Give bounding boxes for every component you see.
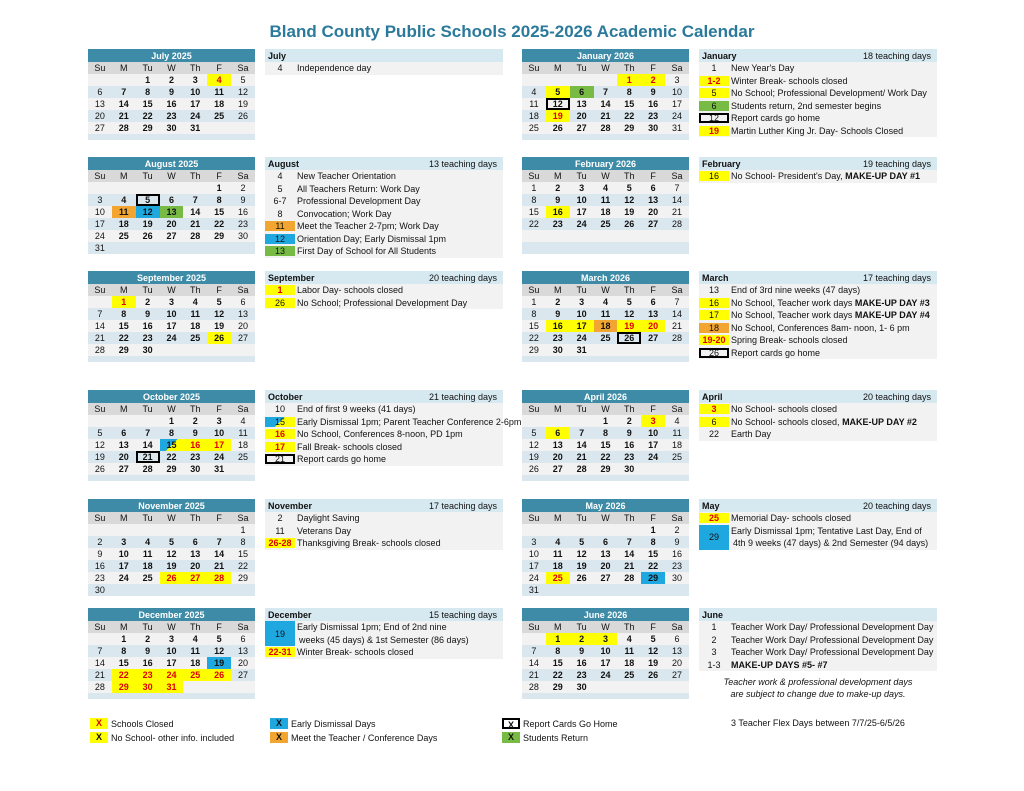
calendar-may-2026: May 2026 Su M Tu W Th F Sa 1 2 3 4 5 6 7 8 9 10 11 12 13 14 15 16 17 18 19 20 21 22 23 24 25 26 27 28 29 30 31 [522,499,689,596]
events-month-label: August [268,158,299,169]
dow: Th [183,62,207,74]
legend-no-school: X No School- other info. included [90,732,234,743]
calendar-september-2025: September 2025 Su M Tu W Th F Sa 1 2 3 4 5 6 7 8 9 10 11 12 13 14 15 16 17 18 19 20 21 22 23 24 25 26 27 28 29 30 [88,271,255,362]
legend-report-cards: X Report Cards Go Home [502,718,618,729]
dow: M [112,62,136,74]
calendar-april-2026: April 2026 Su M Tu W Th F Sa 1 2 3 4 5 6 7 8 9 10 11 12 13 14 15 16 17 18 19 20 21 22 23 24 25 26 27 28 29 30 [522,390,689,481]
month-title: January 2026 [522,49,689,62]
page-title: Bland County Public Schools 2025-2026 Academic Calendar [269,22,755,41]
events-april: April 20 teaching days 3 No School- schools closed 6 No School- schools closed, MAKE-UP DAY #2 22 Earth Day [699,390,937,441]
month-title: April 2026 [522,390,689,403]
events-july: July 4 Independence day [265,49,503,75]
dow: Su [88,62,112,74]
legend-early-dismissal: X Early Dismissal Days [270,718,376,729]
events-december: December 15 teaching days 19 Early Dismissal 1pm; End of 2nd nine weeks (45 days) & 1st Semester (86 days) 22-31 Winter Break- schools closed [265,608,503,659]
calendar-january-2026: January 2026 Su M Tu W Th F Sa 1 2 3 4 5 6 7 8 9 10 11 12 13 14 15 16 17 18 19 20 21 22 23 24 25 26 27 28 29 30 31 [522,49,689,140]
events-month-label: July [268,50,287,61]
flex-days-note: 3 Teacher Flex Days between 7/7/25-6/5/26 [731,718,905,728]
month-title: August 2025 [88,157,255,170]
calendar-march-2026: March 2026 Su M Tu W Th F Sa 1 2 3 4 5 6 7 8 9 10 11 12 13 14 15 16 17 18 19 20 21 22 23 24 25 26 27 28 29 30 31 [522,271,689,362]
dow: Tu [136,62,160,74]
events-october: October 21 teaching days 10 End of first 9 weeks (41 days) 15 Early Dismissal 1pm; Parent Teacher Conference 2-6pm 16 No School, Conferences 8-noon, PD 1pm 17 Fall Break- schools closed 21 Report cards go home [265,390,503,466]
teaching-days-count: 13 teaching days [428,158,497,169]
events-may: May 20 teaching days 25 Memorial Day- schools closed 29 Early Dismissal 1pm; Tentative Last Day, End of 4th 9 weeks (47 days) & 2nd Semester (94 days) [699,499,937,550]
calendar-june-2026: June 2026 Su M Tu W Th F Sa 1 2 3 4 5 6 7 8 9 10 11 12 13 14 15 16 17 18 19 20 21 22 23 24 25 26 27 28 29 30 [522,608,689,699]
dow: F [207,62,231,74]
month-title: July 2025 [88,49,255,62]
month-title: September 2025 [88,271,255,284]
dow: Sa [231,62,255,74]
month-title: December 2025 [88,608,255,621]
legend-meet-teacher: X Meet the Teacher / Conference Days [270,732,437,743]
calendar-february-2026: February 2026 Su M Tu W Th F Sa 1 2 3 4 5 6 7 8 9 10 11 12 13 14 15 16 17 18 19 20 21 22 23 24 25 26 27 28 [522,157,689,254]
events-november: November 17 teaching days 2 Daylight Saving 11 Veterans Day 26-28 Thanksgiving Break- schools closed [265,499,503,550]
month-title: May 2026 [522,499,689,512]
events-march: March 17 teaching days 13 End of 3rd nine weeks (47 days) 16 No School, Teacher work days MAKE-UP DAY #3 17 No School, Teacher work days MAKE-UP DAY #4 18 No School, Conferences 8am- noon, 1- 6 pm 19-20 Spring Break- schools closed 26 Report cards go home [699,271,937,359]
month-title: June 2026 [522,608,689,621]
june-note: are subject to change due to make-up days. [699,689,937,701]
calendar-december-2025: December 2025 Su M Tu W Th F Sa 1 2 3 4 5 6 7 8 9 10 11 12 13 14 15 16 17 18 19 20 21 22 23 24 25 26 27 28 29 30 31 [88,608,255,699]
events-february: February 19 teaching days 16 No School- President's Day, MAKE-UP DAY #1 [699,157,937,183]
events-august: August 13 teaching days 4 New Teacher Orientation 5 All Teachers Return: Work Day 6-7 Professional Development Day 8 Convocation; Work Day 11 Meet the Teacher 2-7pm; Work Day 12 Orientation Day; Early Dismissal 1pm 13 First Day of School for All Students [265,157,503,258]
june-note: Teacher work & professional development days [699,675,937,689]
month-title: October 2025 [88,390,255,403]
calendar-october-2025: October 2025 Su M Tu W Th F Sa 1 2 3 4 5 6 7 8 9 10 11 12 13 14 15 16 17 18 19 20 21 22 23 24 25 26 27 28 29 30 31 [88,390,255,481]
dow: W [160,62,184,74]
legend-students-return: X Students Return [502,732,588,743]
events-january: January 18 teaching days 1 New Year's Day 1-2 Winter Break- schools closed 5 No School; Professional Development/ Work Day 6 Students return, 2nd semester begins 12 Report cards go home 19 Martin Luther King Jr. Day- Schools Closed [699,49,937,137]
events-june: June 1 Teacher Work Day/ Professional Development Day 2 Teacher Work Day/ Professional Development Day 3 Teacher Work Day/ Professional Development Day 1-3 MAKE-UP DAYS #5- #7 Teacher work & professional development days are subject to change due to make-up days. [699,608,937,701]
calendar-november-2025: November 2025 Su M Tu W Th F Sa 1 2 3 4 5 6 7 8 9 10 11 12 13 14 15 16 17 18 19 20 21 22 23 24 25 26 27 28 29 30 [88,499,255,596]
month-title: February 2026 [522,157,689,170]
calendar-august-2025: August 2025 Su M Tu W Th F Sa 1 2 3 4 5 6 7 8 9 10 11 12 13 14 15 16 17 18 19 20 21 22 23 24 25 26 27 28 29 30 31 [88,157,255,254]
month-title: November 2025 [88,499,255,512]
events-september: September 20 teaching days 1 Labor Day- schools closed 26 No School; Professional Development Day [265,271,503,309]
legend-schools-closed: X Schools Closed [90,718,174,729]
calendar-july-2025: July 2025 Su M Tu W Th F Sa 1 2 3 4 5 6 7 8 9 10 11 12 13 14 15 16 17 18 19 20 21 22 23 24 25 26 27 28 29 30 31 [88,49,255,140]
month-title: March 2026 [522,271,689,284]
